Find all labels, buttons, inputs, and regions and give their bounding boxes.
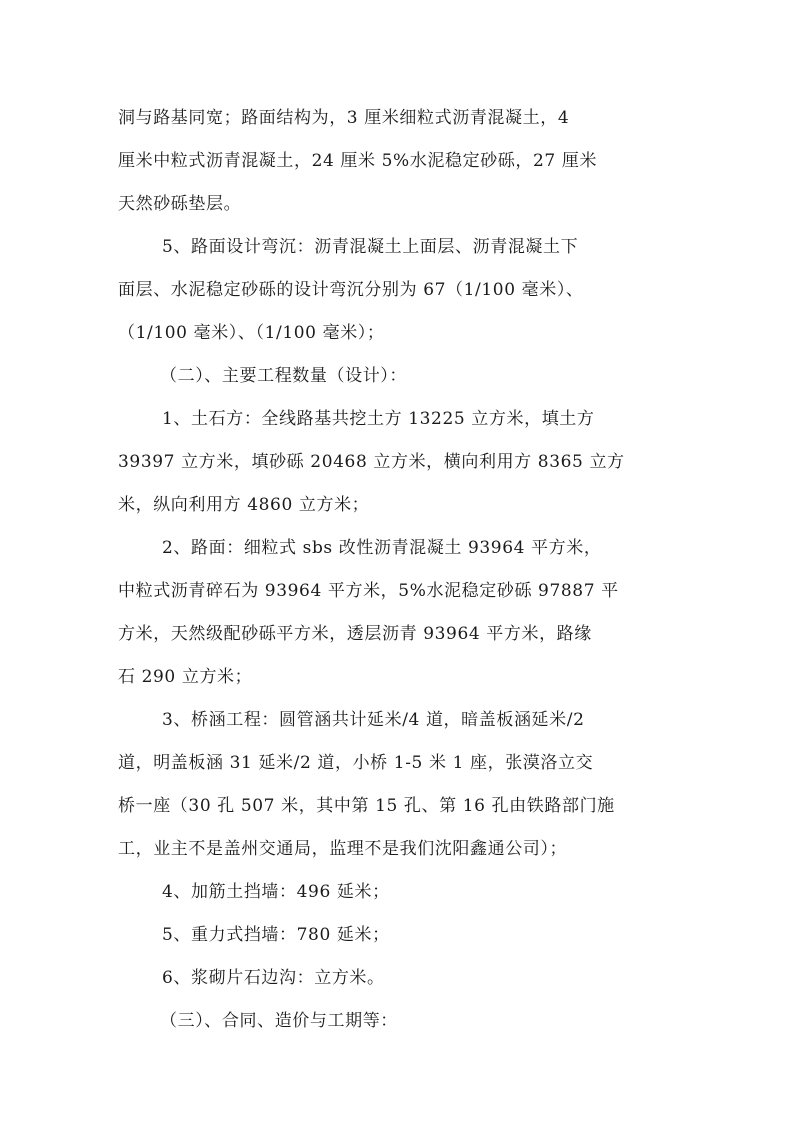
text-line: 1、土石方：全线路基共挖土方 13225 立方米，填土方 [162, 409, 595, 429]
text-line: 天然砂砾垫层。 [118, 194, 242, 214]
text-line: 39397 立方米，填砂砾 20468 立方米，横向利用方 8365 立方 [118, 452, 625, 472]
text-line: 4、加筋土挡墙：496 延米； [162, 882, 390, 902]
text-line: 方米，天然级配砂砾平方米，透层沥青 93964 平方米，路缘 [118, 624, 592, 644]
text-line: 桥一座（30 孔 507 米，其中第 15 孔、第 16 孔由铁路部门施 [118, 796, 615, 816]
text-line: 5、路面设计弯沉：沥青混凝土上面层、沥青混凝土下 [162, 237, 579, 257]
text-line: 洞与路基同宽；路面结构为，3 厘米细粒式沥青混凝土，4 [118, 108, 570, 128]
text-line: 米，纵向利用方 4860 立方米； [118, 495, 370, 515]
text-line: 工，业主不是盖州交通局，监理不是我们沈阳鑫通公司）； [118, 839, 568, 859]
text-line: 2、路面：细粒式 sbs 改性沥青混凝土 93964 平方米， [162, 538, 602, 558]
section-heading: （二）、主要工程数量（设计）： [160, 366, 407, 386]
text-line: 面层、水泥稳定砂砾的设计弯沉分别为 67（1/100 毫米）、 [118, 280, 584, 300]
text-line: 石 290 立方米； [118, 667, 253, 687]
text-line: 6、浆砌片石边沟：立方米。 [162, 968, 385, 988]
text-line: 5、重力式挡墙：780 延米； [162, 925, 390, 945]
text-line: 厘米中粒式沥青混凝土，24 厘米 5%水泥稳定砂砾，27 厘米 [118, 151, 598, 171]
text-line: 中粒式沥青碎石为 93964 平方米，5%水泥稳定砂砾 97887 平 [118, 581, 619, 601]
section-heading: （三）、合同、造价与工期等： [160, 1011, 398, 1031]
text-line: （1/100 毫米）、（1/100 毫米）； [118, 323, 385, 343]
text-line: 3、桥涵工程：圆管涵共计延米/4 道，暗盖板涵延米/2 [162, 710, 585, 730]
text-line: 道，明盖板涵 31 延米/2 道，小桥 1-5 米 1 座，张漠洛立交 [118, 753, 594, 773]
